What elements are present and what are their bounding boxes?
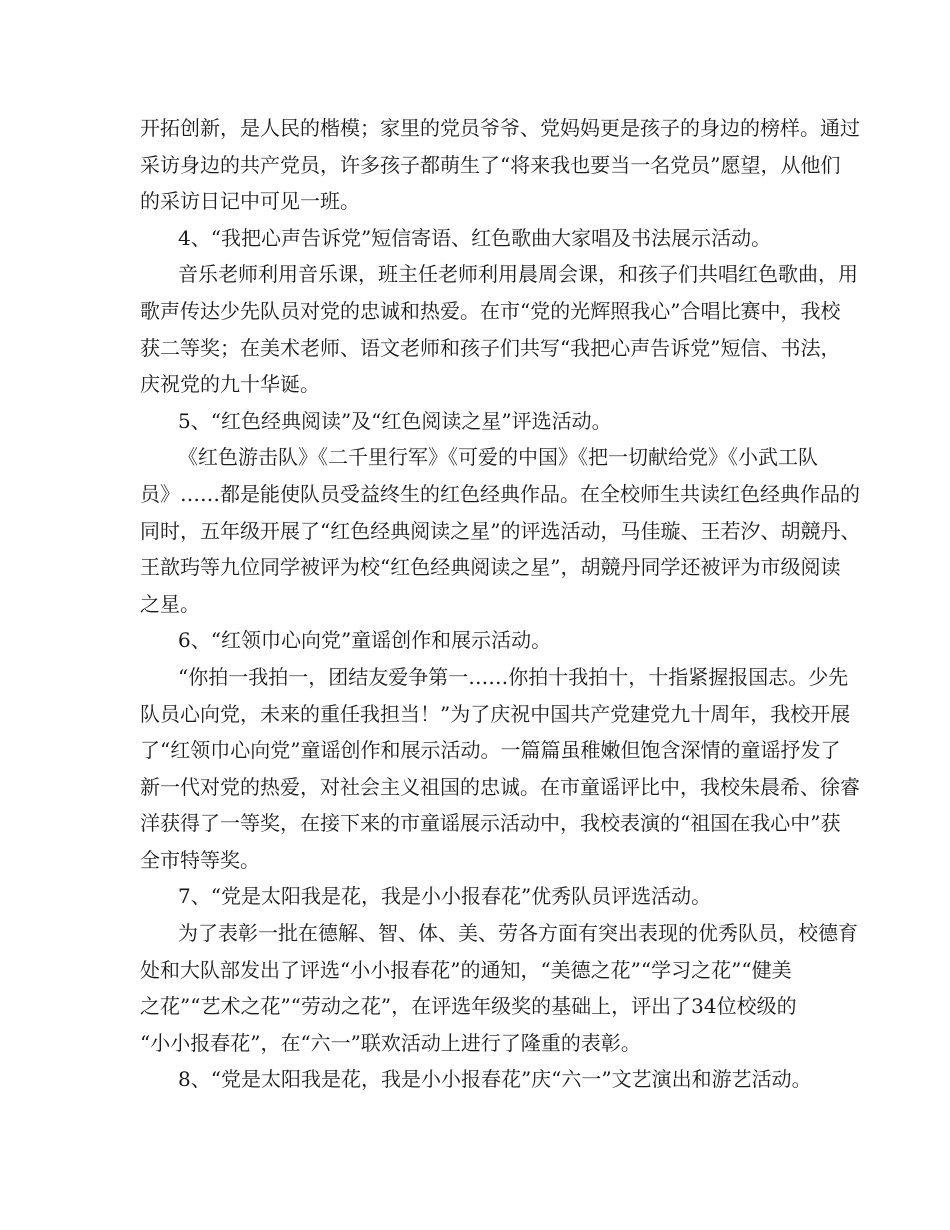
text-line: 新一代对党的热爱，对社会主义祖国的忠诚。在市童谣评比中，我校朱晨希、徐睿: [140, 774, 860, 799]
text-line: 7、“党是太阳我是花，我是小小报春花”优秀队员评选活动。: [178, 884, 712, 909]
text-line: 音乐老师利用音乐课，班主任老师利用晨周会课，和孩子们共唱红色歌曲，用: [178, 262, 858, 287]
text-line: 同时，五年级开展了“红色经典阅读之星”的评选活动，马佳璇、王若汐、胡競丹、: [140, 518, 861, 543]
text-line: 开拓创新，是人民的楷模；家里的党员爷爷、党妈妈更是孩子的身边的榜样。通过: [140, 116, 860, 140]
text-line: 《红色游击队》《二千里行军》《可爱的中国》《把一切献给党》《小武工队: [178, 445, 818, 470]
text-line: 获二等奖；在美术老师、语文老师和孩子们共写“我把心声告诉党”短信、书法，: [140, 335, 841, 360]
text-line: “你拍一我拍一，团结友爱争第一……你拍十我拍十，十指紧握报国志。少先: [178, 664, 849, 689]
document-body: [140, 110, 861, 1098]
text-line: 了“红领巾心向党”童谣创作和展示活动。一篇篇虽稚嫩但饱含深情的童谣抒发了: [140, 738, 841, 763]
text-line: 5、“红色经典阅读”及“红色阅读之星”评选活动。: [178, 408, 612, 433]
text-line: 庆祝党的九十华诞。: [140, 372, 320, 397]
text-line: 全市特等奖。: [140, 847, 260, 872]
text-line: 处和大队部发出了评选“小小报春花”的通知，“美德之花”“学习之花”“健美: [140, 957, 792, 982]
text-line: 4、“我把心声告诉党”短信寄语、红色歌曲大家唱及书法展示活动。: [178, 225, 772, 250]
text-line: 王歆玙等九位同学被评为校“红色经典阅读之星”，胡競丹同学还被评为市级阅读: [140, 555, 841, 580]
text-line: 歌声传达少先队员对党的忠诚和热爱。在市“党的光辉照我心”合唱比赛中，我校: [140, 298, 841, 323]
text-line: 队员心向党，未来的重任我担当！”为了庆祝中国共产党建党九十周年，我校开展: [140, 701, 851, 726]
text-line: 采访身边的共产党员，许多孩子都萌生了“将来我也要当一名党员”愿望，从他们: [140, 152, 841, 177]
text-line: 的采访日记中可见一班。: [140, 189, 360, 214]
text-line: 6、“红领巾心向党”童谣创作和展示活动。: [178, 628, 552, 653]
text-line: 为了表彰一批在德解、智、体、美、劳各方面有突出表现的优秀队员，校德育: [178, 921, 858, 946]
text-line: 员》……都是能使队员受益终生的红色经典作品。在全校师生共读红色经典作品的: [140, 481, 860, 506]
text-line: 洋获得了一等奖，在接下来的市童谣展示活动中，我校表演的“祖国在我心中”获: [140, 811, 841, 836]
text-line: 之花”“艺术之花”“劳动之花”，在评选年级奖的基础上，评出了34位校级的: [140, 994, 797, 1019]
text-line: 之星。: [140, 591, 200, 616]
text-line: 8、“党是太阳我是花，我是小小报春花”庆“六一”文艺演出和游艺活动。: [178, 1067, 812, 1092]
text-line: “小小报春花”，在“六一”联欢活动上进行了隆重的表彰。: [140, 1030, 641, 1055]
